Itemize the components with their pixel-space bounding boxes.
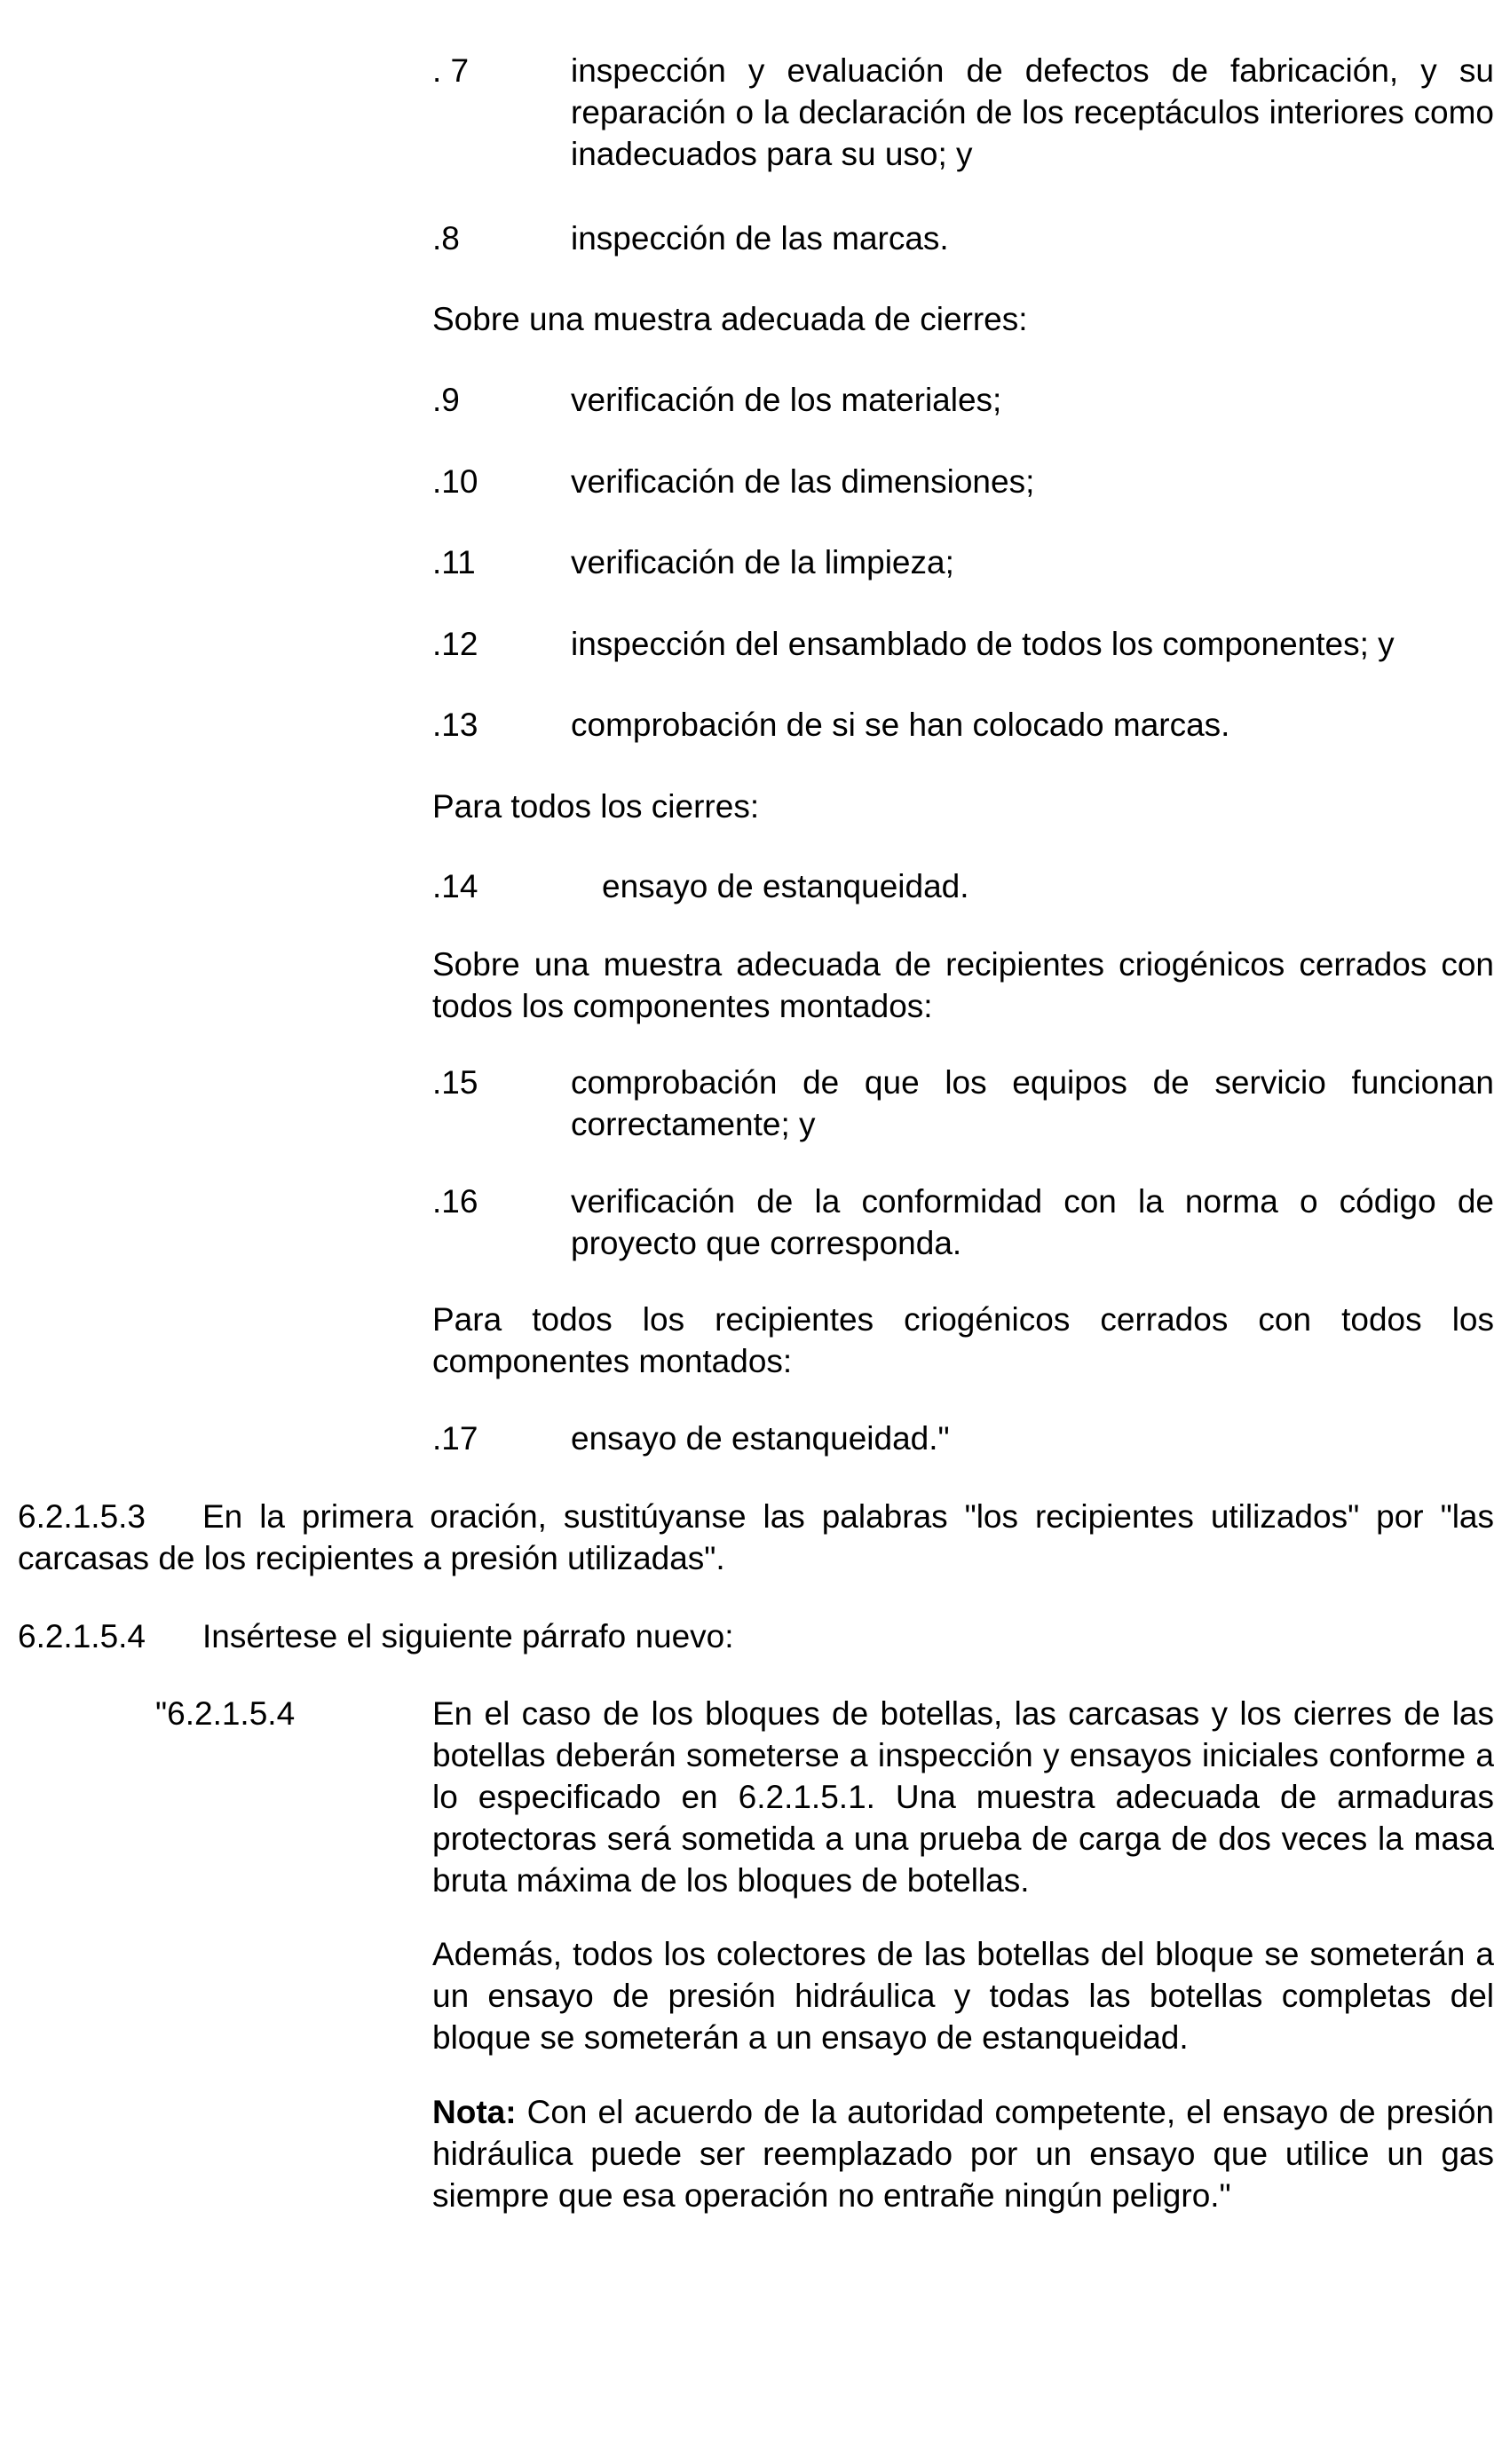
- item-number: .16: [432, 1183, 478, 1220]
- item-number: .10: [432, 463, 478, 500]
- item-number: .12: [432, 626, 478, 662]
- section-text: En la primera oración, sustitúyanse las palabras "los recipientes utilizados" por "las: [202, 1498, 1494, 1535]
- item-text: inspección y evaluación de defectos de fabricación, y su reparación o la declaración de los receptáculos interiores como inadecuados para su uso; y: [571, 52, 1494, 172]
- item-text: ensayo de estanqueidad.: [602, 868, 969, 904]
- intro-closures-sample: Sobre una muestra adecuada de cierres:: [432, 301, 1028, 337]
- section-text: Insértese el siguiente párrafo nuevo:: [202, 1618, 734, 1655]
- item-text: verificación de las dimensiones;: [571, 463, 1035, 500]
- item-text: inspección del ensamblado de todos los componentes; y: [571, 626, 1395, 662]
- item-text: verificación de la conformidad con la norma o código de proyecto que corresponda.: [571, 1183, 1494, 1261]
- item-number: .13: [432, 707, 478, 743]
- item-number: .15: [432, 1064, 478, 1101]
- item-text: comprobación de si se han colocado marcas.: [571, 707, 1230, 743]
- item-number: .14: [432, 868, 478, 904]
- section-number: 6.2.1.5.4: [18, 1618, 146, 1655]
- note-text: Con el acuerdo de la autoridad competente, el ensayo de presión hidráulica puede ser reemplazado por un ensayo que utilice un gas siempre que esa operación no entrañe ningún peligro.": [432, 2094, 1494, 2214]
- section-number: 6.2.1.5.3: [18, 1498, 146, 1535]
- quoted-section-number: "6.2.1.5.4: [155, 1695, 296, 1732]
- item-number: .8: [432, 220, 460, 257]
- intro-all-closures: Para todos los cierres:: [432, 788, 760, 825]
- quoted-paragraph-2: Además, todos los colectores de las botellas del bloque se someterán a un ensayo de presión hidráulica y todas las botellas completas del bloque se someterán a un ensayo de estanqueidad.: [432, 1936, 1494, 2056]
- intro-cryo-sample: Sobre una muestra adecuada de recipientes criogénicos cerrados con todos los componentes montados:: [432, 946, 1494, 1024]
- item-number: .11: [432, 544, 476, 580]
- item-number: .17: [432, 1420, 478, 1457]
- item-text: inspección de las marcas.: [571, 220, 949, 257]
- item-text: verificación de la limpieza;: [571, 544, 954, 580]
- item-text: ensayo de estanqueidad.": [571, 1420, 950, 1457]
- item-number: .9: [432, 382, 460, 418]
- note-paragraph: [432, 2091, 1494, 2216]
- note-label: Nota:: [432, 2094, 517, 2130]
- quoted-paragraph-1: En el caso de los bloques de botellas, las carcasas y los cierres de las botellas deberán someterse a inspección y ensayos iniciales conforme a lo especificado en 6.2.1.5.1. Una muestra adecuada de armaduras protectoras será sometida a una prueba de carga de dos veces la masa bruta máxima de los bloques de botellas.: [432, 1695, 1494, 1899]
- section-text-continuation: carcasas de los recipientes a presión utilizadas".: [18, 1540, 725, 1576]
- intro-all-cryo: Para todos los recipientes criogénicos cerrados con todos los componentes montados:: [432, 1301, 1494, 1379]
- item-number: . 7: [432, 52, 470, 89]
- item-text: verificación de los materiales;: [571, 382, 1002, 418]
- item-text: comprobación de que los equipos de servicio funcionan correctamente; y: [571, 1064, 1494, 1142]
